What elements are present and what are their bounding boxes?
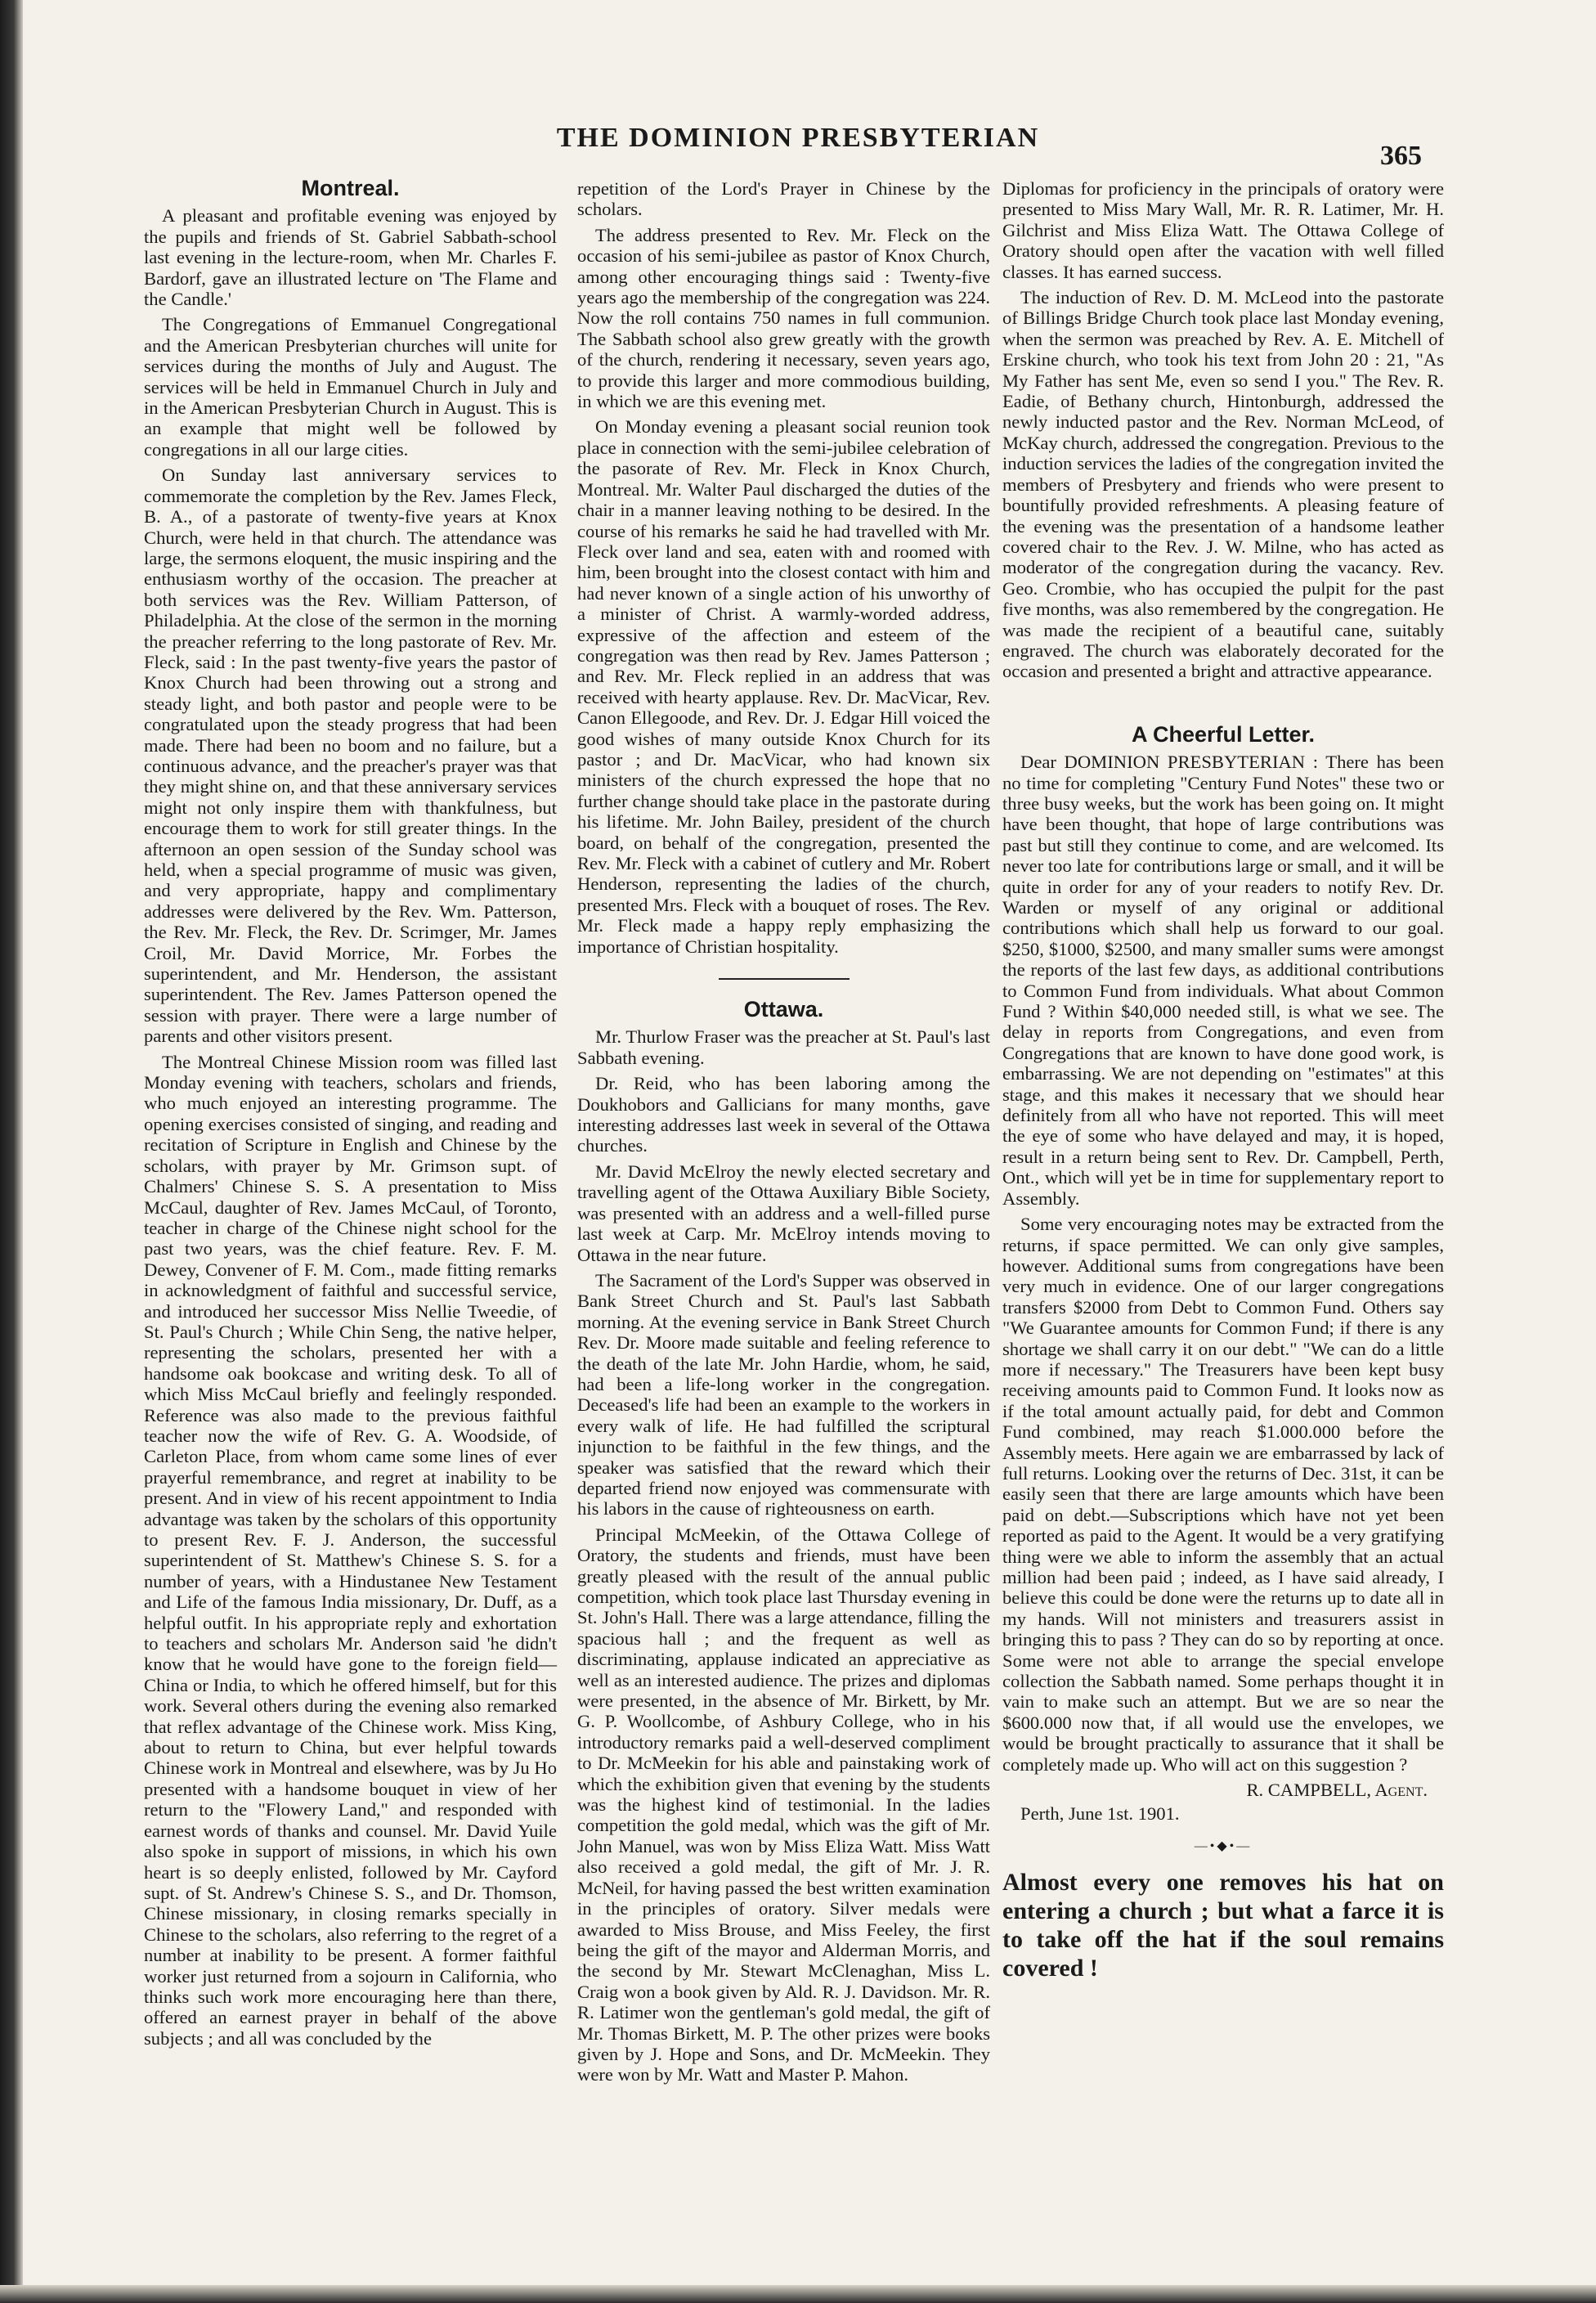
page-bottom-edge: [0, 2285, 1596, 2303]
ottawa-paragraph: The induction of Rev. D. M. McLeod into the pastorate of Billings Bridge Church took place last Monday evening, when the sermon was preached by Rev. A. E. Mitchell of Erskine church, who took his text from John 20 : 21, "As My Father has sent Me, even so send I you." The Rev. R. Eadie, of Bethany church, Hintonburgh, addressed the newly inducted pastor and the Rev. Norman McLeod, of McKay church, addressed the congregation. Previous to the induction services the ladies of the congregation invited the members of Presbytery and friends who were present to bountifully provided refreshments. A pleasing feature of the evening was the presentation of a handsome leather covered chair to the Rev. J. W. Milne, who has acted as moderator of the congregation during the vacancy. Rev. Geo. Crombie, who has occupied the pulpit for the past five months, was also remembered by the congregation. He was made the recipient of a beautiful cane, suitably engraved. The church was elaborately decorated for the occasion and presented a bright and attractive appearance.: [1002, 287, 1444, 682]
cheerful-letter-heading: A Cheerful Letter.: [1131, 721, 1316, 747]
section-divider: [719, 978, 850, 980]
montreal-paragraph: On Monday evening a pleasant social reunion took place in connection with the semi-jubilee celebration of the pasorate of Rev. Mr. Fleck in Knox Church, Montreal. Mr. Walter Paul discharged the duties of the chair in a manner leaving nothing to be desired. In the course of his remarks he said he had travelled with Mr. Fleck over land and sea, eaten with and roomed with him, been brought into the closest contact with him and had never known of a single action of his unworthy of a minister of Christ. A warmly-worded address, expressive of the affection and esteem of the congregation was then read by Rev. James Patterson ; and Rev. Mr. Fleck replied in an address that was received with hearty applause. Rev. Dr. MacVicar, Rev. Canon Ellegoode, and Rev. Dr. J. Edgar Hill voiced the good wishes of many outside Knox Church for its pastor ; and Dr. MacVicar, who had known six ministers of the church expressed the hope that no further change should take place in the pastorate during his lifetime. Mr. John Bailey, president of the church board, on behalf of the congregation, presented the Rev. Mr. Fleck with a cabinet of cutlery and Mr. Robert Henderson, representing the ladies of the church, presented Mrs. Fleck with a bouquet of roses. The Rev. Mr. Fleck made a happy reply emphasizing the importance of Christian hospitality.: [577, 416, 990, 957]
masthead: THE DOMINION PRESBYTERIAN: [556, 123, 1040, 153]
continuation-paragraph: Diplomas for proficiency in the principals of oratory were presented to Miss Mary Wall, Mr. R. R. Latimer, Mr. H. Gilchrist and Miss Eliza Watt. The Ottawa College of Oratory should open after the vacation with well filled classes. It has earned success.: [1002, 178, 1444, 282]
montreal-paragraph: The Montreal Chinese Mission room was filled last Monday evening with teachers, scholars and friends, who much enjoyed an interesting programme. The opening exercises consisted of singing, and reading and recitation of Scripture in English and Chinese by the scholars, with prayer by Mr. Grimson supt. of Chalmers' Chinese S. S. A presentation to Miss McCaul, daughter of Rev. James McCaul, of Toronto, teacher in charge of the Chinese night school for the past two years, was the chief feature. Rev. F. M. Dewey, Convener of F. M. Com., made fitting remarks in acknowledgment of faithful and successful service, and introduced her successor Miss Nellie Tweedie, of St. Paul's Church ; While Chin Seng, the native helper, representing the scholars, presented her with a handsome oak bookcase and writing desk. To all of which Miss McCaul briefly and feelingly responded. Reference was also made to the previous faithful teacher now the wife of Rev. G. A. Woodside, of Carleton Place, from whom came some lines of ever prayerful remembrance, and regret at inability to be present. And in view of his recent appointment to India advantage was taken by the scholars of this opportunity to present Rev. F. J. Anderson, the successful superintendent of St. Matthew's Chinese S. S. for a number of years, with a Hindustanee New Testament and Life of the famous India missionary, Dr. Duff, as a helpful outfit. In his appropriate reply and exhortation to teachers and scholars Mr. Anderson said 'he didn't know that he would have gone to the foreign field—China or India, to which he offered himself, but for this work. Several others during the evening also remarked that reflex advantage of the Chinese work. Miss King, about to return to China, but ever helpful towards Chinese work in Montreal and elsewhere, was by Ju Ho presented with a handsome bouquet in view of her return to the "Flowery Land," and responded with earnest words of thanks and counsel. Mr. David Yuile also spoke in support of missions, in which his own heart is so deeply enlisted, followed by Mr. Cayford supt. of St. Andrew's Chinese S. S., and Dr. Thomson, Chinese missionary, in closing remarks specially in Chinese to the scholars, also referring to the regret of a number at inability to be present. A former faithful worker just returned from a sojourn in California, who thinks such work more encouraging here than there, offered an earnest prayer in behalf of the above subjects ; and all was concluded by the: [144, 1051, 557, 2049]
ottawa-paragraph: Mr. Thurlow Fraser was the preacher at St. Paul's last Sabbath evening.: [577, 1026, 990, 1068]
page-number: 365: [1380, 141, 1422, 171]
letter-dateline: Perth, June 1st. 1901.: [1020, 1803, 1180, 1825]
continuation-paragraph: repetition of the Lord's Prayer in Chinese by the scholars.: [577, 178, 990, 220]
column-spacer: [1002, 687, 1444, 725]
ottawa-paragraph: The Sacrament of the Lord's Supper was observed in Bank Street Church and St. Paul's last Sabbath morning. At the evening service in Bank Street Church Rev. Dr. Moore made suitable and feeling reference to the death of the late Mr. John Hardie, whom, he said, had been a life-long worker in the congregation. Deceased's life had been an example to the workers in every walk of life. He had fulfilled the scriptural injunction to be faithful in the few things, and the speaker was satisfied that the reward which their departed friend now enjoyed was commensurate with his labors in the cause of righteousness on earth.: [577, 1269, 990, 1520]
letter-signature: R. CAMPBELL, Agent.: [1246, 1780, 1428, 1801]
ornament-divider: —•◆•—: [1194, 1838, 1253, 1853]
ottawa-paragraph: Principal McMeekin, of the Ottawa College of Oratory, the students and friends, must have been greatly pleased with the result of the annual public competition, which took place last Thursday evening in St. John's Hall. There was a large attendance, filling the spacious hall ; and the frequent as well as discriminating, applause indicated an appreciative as well as an interested audience. The prizes and diplomas were presented, in the absence of Mr. Birkett, by Mr. G. P. Woollcombe, of Ashbury College, who in his introductory remarks paid a well-deserved compliment to Dr. McMeekin for his able and painstaking work of which the exhibition given that evening by the students was the highest kind of testimonial. In the ladies competition the gold medal, which was the gift of Mr. John Manuel, was won by Miss Eliza Watt. Miss Watt also received a gold medal, the gift of Mr. J. R. McNeil, for having passed the best written examination in the principles of oratory. Silver medals were awarded to Miss Brouse, and Miss Feeley, the first being the gift of the mayor and Alderman Morris, and the second by Mr. Stewart McClenaghan, Miss L. Craig won a book given by Ald. R. J. Davidson. Mr. R. R. Latimer won the gentleman's gold medal, the gift of Mr. Thomas Birkett, M. P. The other prizes were books given by J. Hope and Sons, and Dr. McMeekin. They were won by Mr. Watt and Master P. Mahon.: [577, 1524, 990, 2085]
letter-paragraph: Some very encouraging notes may be extracted from the returns, if space permitted. We can only give samples, however. Additional sums from congregations have been very much in evidence. One of our larger congregations transfers $2000 from Debt to Common Fund. Others say "We Guarantee amounts for Common Fund; if there is any shortage we shall carry it on our debt." "We can do a little more if necessary." The Treasurers have been kept busy receiving amounts paid to Common Fund. It looks now as if the total amount actually paid, for debt and Common Fund combined, may reach $1.000.000 before the Assembly meets. Here again we are embarrassed by lack of full returns. Looking over the returns of Dec. 31st, it can be easily seen that there are large amounts which have been paid on debt.—Subscriptions which have not yet been reported as paid to the Agent. It would be a very gratifying thing were we able to inform the assembly that an actual million had been paid ; indeed, as I have said already, I believe this could be done were the returns up to date all in my hands. Will not ministers and treasurers assist in bringing this to pass ? They can do so by reporting at once. Some were not able to arrange the special envelope collection the Sabbath named. Some perhaps thought it in vain to make such an attempt. But we are so near the $600.000 now that, if all would use the envelopes, we would be brought practically to assurance that it shall be completely made up. Who will act on this suggestion ?: [1002, 1214, 1444, 1775]
column-3: [1002, 178, 1444, 1982]
ottawa-paragraph: Mr. David McElroy the newly elected secretary and travelling agent of the Ottawa Auxiliary Bible Society, was presented with an address and a well-filled purse last week at Carp. Mr. McElroy intends moving to Ottawa in the near future.: [577, 1160, 990, 1265]
montreal-paragraph: The Congregations of Emmanuel Congregational and the American Presbyterian churches will unite for services during the months of July and August. The services will be held in Emmanuel Church in July and in the American Presbyterian Church in August. This is an example that might well be followed by congregations in all our large cities.: [144, 314, 557, 460]
column-2: [577, 178, 990, 2090]
montreal-paragraph: A pleasant and profitable evening was enjoyed by the pupils and friends of St. Gabriel Sabbath-school last evening in the lecture-room, when Mr. Charles F. Bardorf, gave an illustrated lecture on 'The Flame and the Candle.': [144, 205, 557, 310]
montreal-paragraph: The address presented to Rev. Mr. Fleck on the occasion of his semi-jubilee as pastor of Knox Church, among other encouraging things said : Twenty-five years ago the membership of the congregation was 224. Now the roll contains 750 names in full communion. The Sabbath school also grew greatly with the growth of the church, rendering it necessary, seven years ago, to provide this larger and more commodious building, in which we are this evening met.: [577, 224, 990, 412]
ottawa-paragraph: Dr. Reid, who has been laboring among the Doukhobors and Gallicians for many months, gave interesting addresses last week in several of the Ottawa churches.: [577, 1073, 990, 1156]
page-binding-edge: [0, 0, 23, 2303]
ottawa-heading: Ottawa.: [743, 997, 824, 1022]
closing-note: Almost every one removes his hat on entering a church ; but what a farce it is to take off the hat if the soul remains covered !: [1002, 1869, 1444, 1982]
montreal-paragraph: On Sunday last anniversary services to commemorate the completion by the Rev. James Fleck, B. A., of a pastorate of twenty-five years at Knox Church, were held in that church. The attendance was large, the sermons eloquent, the music inspiring and the enthusiasm worthy of the occasion. The preacher at both services was the Rev. William Patterson, of Philadelphia. At the close of the sermon in the morning the preacher referring to the long pastorate of Rev. Mr. Fleck, said : In the past twenty-five years the pastor of Knox Church had been throwing out a strong and steady light, and both pastor and people were to be congratulated upon the steady progress that had been made. There had been no boom and no failure, but a continuous advance, and the preacher's prayer was that they might shine on, and that these anniversary services might not only inspire them with thankfulness, but encourage them to work for still greater things. In the afternoon an open session of the Sunday school was held, when a special programme of music was given, and very appropriate, happy and complimentary addresses were delivered by the Rev. Wm. Patterson, the Rev. Mr. Fleck, the Rev. Dr. Scrimger, Mr. James Croil, Mr. David Morrice, Mr. Forbes the superintendent, and Mr. Henderson, the assistant superintendent. The Rev. James Patterson opened the session with prayer. There were a large number of parents and other visitors present.: [144, 465, 557, 1047]
montreal-heading: Montreal.: [301, 176, 400, 200]
column-1: [144, 178, 557, 2054]
letter-paragraph: Dear DOMINION PRESBYTERIAN : There has been no time for completing "Century Fund Notes" these two or three busy weeks, but the work has been going on. It might have been thought, that hope of large contributions was past but still they continue to come, and are welcomed. Its never too late for contributions large or small, and it will be quite in order for any of your readers to notify Rev. Dr. Warden or myself of any original or additional contributions which shall help us forward to our goal. $250, $1000, $2500, and many smaller sums were amongst the reports of the last few days, as additional contributions to Common Fund from individuals. What about Common Fund ? Within $40,000 needed still, is what we see. The delay in reports from Congregations, and even from Congregations that are known to have done good work, is embarrassing. We are not depending on "estimates" at this stage, and this makes it necessary that we should hear definitely from all who have not reported. This will meet the eye of some who have delayed and may, it is hoped, result in a return being sent to Rev. Dr. Campbell, Perth, Ont., which will yet be in time for supplementary report to Assembly.: [1002, 752, 1444, 1209]
